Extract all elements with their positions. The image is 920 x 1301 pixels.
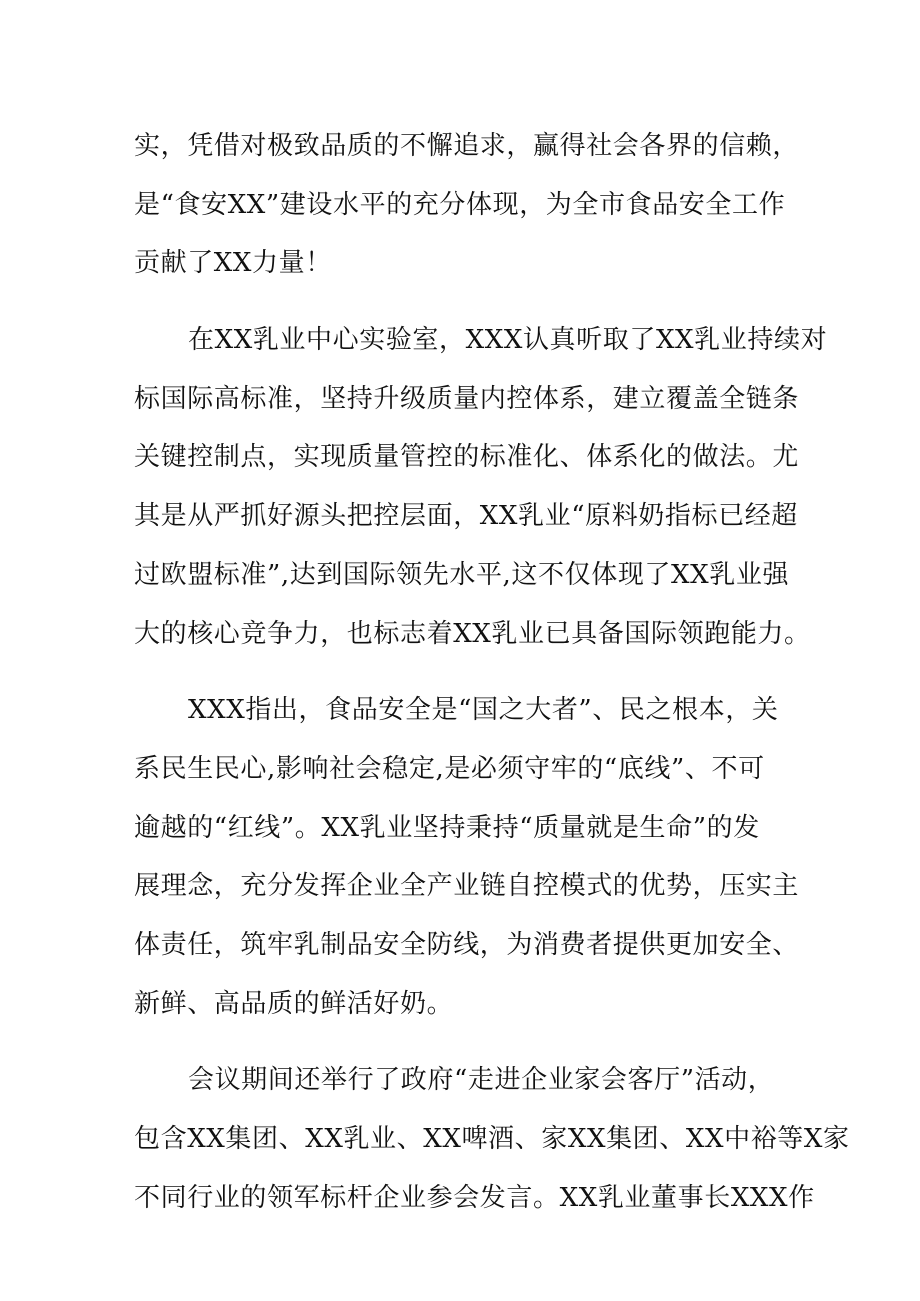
- text-line: 在XX乳业中心实验室，XXX认真听取了XX乳业持续对: [188, 325, 828, 356]
- paragraph-gap: [134, 293, 794, 311]
- paragraph-gap: [134, 1033, 794, 1051]
- text-line: 包含XX集团、XX乳业、XX啤酒、家XX集团、XX中裕等X家: [134, 1124, 850, 1154]
- document-body: [134, 117, 850, 1227]
- text-line: 过欧盟标准”,达到国际领先水平,这不仅体现了XX乳业强: [134, 559, 790, 590]
- text-line: 是“食安XX”建设水平的充分体现，为全市食品安全工作: [134, 189, 786, 220]
- text-line: 体责任，筑牢乳制品安全防线，为消费者提供更加安全、: [134, 929, 800, 960]
- text-line: 关键控制点，实现质量管控的标准化、体系化的做法。尤: [134, 442, 800, 473]
- paragraph-2: [134, 311, 828, 663]
- text-line: 逾越的“红线”。XX乳业坚持秉持“质量就是生命”的发: [134, 812, 760, 843]
- paragraph-4: [134, 1051, 850, 1227]
- text-line: XXX指出，食品安全是“国之大者”、民之根本，关: [188, 695, 779, 726]
- paragraph-1: [134, 117, 800, 293]
- text-line: 实，凭借对极致品质的不懈追求，赢得社会各界的信赖，: [134, 131, 800, 161]
- text-line: 贡献了XX力量！: [134, 248, 332, 279]
- text-line: 会议期间还举行了政府“走进企业家会客厅”活动，: [188, 1065, 775, 1096]
- text-line: 其是从严抓好源头把控层面，XX乳业“原料奶指标已经超: [134, 501, 798, 532]
- text-line: 系民生民心,影响社会稳定,是必须守牢的“底线”、不可: [134, 753, 765, 784]
- paragraph-gap: [134, 663, 794, 681]
- paragraph-3: [134, 681, 800, 1033]
- text-line: 不同行业的领军标杆企业参会发言。XX乳业董事长XXX作: [134, 1182, 815, 1213]
- text-line: 展理念，充分发挥企业全产业链自控模式的优势，压实主: [134, 871, 800, 902]
- text-line: 标国际高标准，坚持升级质量内控体系，建立覆盖全链条: [134, 383, 800, 414]
- text-line: 新鲜、高品质的鲜活好奶。: [134, 988, 454, 1019]
- text-line: 大的核心竞争力，也标志着XX乳业已具备国际领跑能力。: [134, 618, 811, 649]
